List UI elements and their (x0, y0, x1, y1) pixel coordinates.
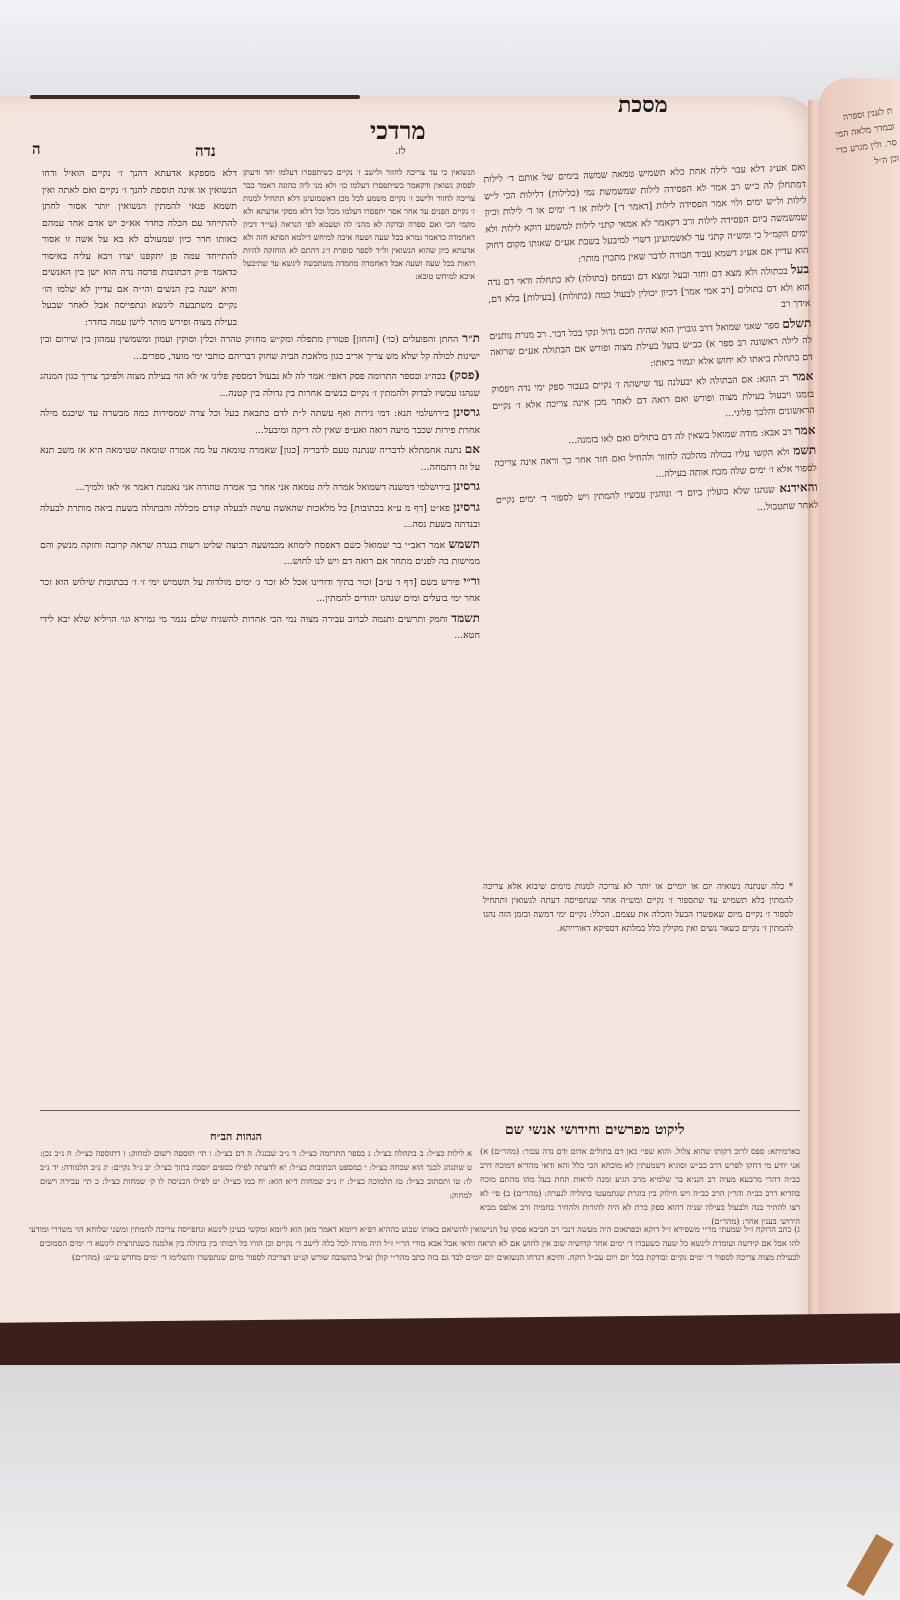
facing-page (818, 78, 900, 1340)
commentary-hagahot-notes: א לילות כצ״ל: ב בתחלה כצ״ל: ג בספר התרומה כצ״ל: ד נ״ב שבנגל: ה דם כצ״ל: ו תי׳ תוספה רשום למחוק: ז דתוספה כצ״ל: ח נ״ב נכן: ט שתגהג לבנך הוא שכחה כצ״ל: י כמספט הכתובות כצ״ל: יא לדעתה לפילו כספים יוסבת בתוך כצ״ל: יב נ״ל נקיים: יג נ״ב תלמודה: יד נ״ב לו: טו ותסתוב כצ״ל: טז תלמוכה כצ״ל: יז נ״ב שמחות ד״א הוא: יח כמו כצ״ל: יט לפילו הכניסה לו ק׳ שמחות כצ״ל: כ תי׳ עבירה רשום למחוק: (40, 1148, 472, 1200)
header-page-letter: ה (32, 140, 41, 158)
paragraph: גרסינן בירושלמי דמשנה דשמואל אמרה ליה טמאה אני אחר כך אמרה טהורה אני נאמנת דאמר אי לאו ולמיך... (75, 479, 480, 493)
paragraph: גרסינן פא״ט [דף מ ע״א בכתובות] כל מלאכות שהאשה עושה לבעלה קודם מכללה והבתולה בשעת ביאה מותרת לבעלה ובנדתה בשעת נסה... (40, 499, 480, 530)
paragraph-keyword: והאידנא (779, 479, 818, 496)
paragraph: תשלם ספר שאני שמואל דרב גוברין הוא שהיה חכם גדול ונקי בכל דבר. רב מנרת נותנים לה לילה ראשונה רב ספר א) כב״ש בועל בעילת מצוה ופורש אם הבתולה אע״ם שרואה דם בתחלת ביאתו לא יחוש אלא יגמור ביאתו: (489, 315, 813, 369)
paragraph: והאידנא שנהגו שלא בועלין ביום ד׳ ונוהגין עכשיו להמתין ויש לספור ד׳ ימים נקיים לאחר שתטבול... (495, 479, 819, 513)
paragraph: אמר רב אבא: מודה שמואל בשאין לה דם בתולים ואם לאו בזמנה... (567, 422, 816, 446)
paragraph: בעל בכתולה ולא מצא דם וחזר ובעל ומצא דם ובפחס (בתולה) לא כתחלה ודאי דם נדה הוא ולא דם בתולים [רב אמי אמר] דכיון יכולין לבעול כמה (כתולות) [בעילות] בלא דם, אידך רב (487, 261, 811, 311)
paragraph: גרסינן בירושלמי תנא: דמי גירות ואף עשתה ל״ת לדם כתבאת בעל וכל צרה שמסירות כמה מבשרה עד שיכנס מילה אחרת פירות שכבר מיעה רואה ואע״פ שאין לה דיקה ומיבעל... (40, 405, 480, 436)
paragraph-keyword: בעל (790, 261, 810, 277)
paragraph: אם נתנה אחמתלא לדבריה שנתנה טעם לדבריה [כגון] שאמרה טומאה על מה אמרה שומאה שטימאה היא אז משב תנא על זה דתמחה... (40, 442, 480, 473)
paragraph: ואם אע״ג דלא עבר לילה אחת כלא תשמיש טמאה שמשה בימים של אותם ד׳ לילות דמתחלן לה כ״ש רב אמר לא הפסידה לילות שמשמשת נמי (כלילות) דלילות הכי ל״ש לילות ול״ש ימים ולוי אמר הפסידה לילות [דאמר ד׳] לילות או ד׳ ימים או ד׳ לילות וכיון שמשמשה ביום הפסידה לילות ורב דקאמר לא אמאי קתני לילות למשמע דוקא לילות ולא ימים הקמ״ל כי ומש״ה קתני עד לאשמועינן דשרי למיבעל בשבת אע״ם שאותו מקום דחוק הוא עדיין אם אע״ג דשמא עביד חבורה לדבר שאין מתכוין מותר: (483, 161, 809, 265)
book-cover-edge (0, 1313, 900, 1372)
facing-page-text: ת לענין וספרה ובמדר מלאה המי סר. ולין מגרע כדי וכן ה״ל (835, 106, 900, 168)
paragraph-keyword: תשמ (792, 442, 817, 458)
commentary-likut-notes: בארמיתא: ספס לרוב דקותו שהוא צלול. והוא שפי׳ כאן דם בתולים אדום ודם נדה עכור: (מהר״ם) א) אני יודע מי דחקו לפרש דרב כב״ש וסוגיא דשמעתין לא מוכחא הכי כלל והא ודאי מהדיא דמוכח דרב כב״ה דהרי מרבעא מעיה רב חנניא בר שלמיא מרב הגיע זמנה לראות תחת בעל מהו מהתם מוכח בהדיא דרב כב״ה והר״ן הרב כב״ה ויש חילוק בין בוגרת שנתמעטו בתוליה לנערה: (מהר״ם) ב) פי׳ לא רצו להתיר בנה ולבעול בעילה שניה דהוא ספק כרת לא היה להורות ולהחיר בחמיה ורב אלפס מביא הירוש׳ בענין אחר: (מהר״ם) (480, 1146, 800, 1226)
paragraph-keyword: ור״י (463, 573, 480, 588)
paragraph-keyword: תשלם (782, 315, 812, 331)
paragraph-keyword: גרסינן (453, 479, 480, 493)
commentary-hagahot-title: הגהות הב״ח (210, 1130, 262, 1143)
commentary-likut-title: ליקוט מפרשים וחידושי אנשי שם (505, 1122, 685, 1138)
main-text-lower-left (40, 330, 480, 1080)
table-surface (0, 1365, 900, 1600)
header-work-title: מרדכי (370, 116, 426, 145)
header-tractate-name: נדה (195, 142, 216, 160)
paragraph: תשמש אמר ראב״י בר שמואל כשם דאפסח לימוזא מכמשעה רבוצה שליט רשות בנגדה שראה קרובה וחזקה מנשק והם ממישות בה לפנים מתחר אם רואה דם ויש לנו לחוש... (40, 536, 480, 567)
paragraph: תשמד וחמק ותרשים ותנמה לברוב עבירה מצוה נמי הכי אחרות להשגיח שלם נגמר מי גמירא וגו׳ הויליא שלא יבא לידי חטא... (40, 610, 480, 641)
header-folio: לז. (395, 146, 406, 157)
boxed-note-right: * כלה שנתנה נשואיה יום או יומיים או יותר לא צריכה למנות מימים שיבוא אלא צריכה להמתין בלא תשמיש עד שתספור ז׳ נקיים ומש״ה אחר שנתפייסה דעתה לנשואין ותתחיל לספור ז׳ נקיים מיום שאפשרו הבעל והכלה את עצמם. הכלל: נקיים ימי דמשה ובזמן הזה נהגו להמתין ז׳ נקיים כשאר נשים ואין מקילין כלל במלתא דספיקא דאורייתא. (483, 882, 793, 934)
paragraph-keyword: תשמש (448, 536, 480, 551)
paragraph: אמר רב הונא: אם הבתולה לא יבעלנה עד שישהה ז׳ נקיים בעבור ספק ימי נדה ויפסוק בזמנו ויבעול בעילת מצוה ופורש ואם רואה דם לאחר מכן אינה צריכה אלא ז׳ נקיים הראשונים והלכך פליגי... (491, 368, 815, 420)
paragraph-keyword: תשמד (451, 610, 480, 625)
paragraph-keyword: גרסינן (453, 499, 480, 514)
paragraph-keyword: אמר (794, 422, 816, 438)
paragraph-keyword: אמר (792, 368, 814, 384)
section-divider (40, 1110, 800, 1111)
main-text-middle-column: הנשואין כי עד צריכה לחזור ולישב ז׳ נקיים כשיתפסרו דעלמו יחד ודעתן לפסוק נשואין ודקאמר כשיתפסרו דעלמו כו׳ ולא מני ליה כהוגה דאמר כבר צריכה לחזור ולישב ז׳ נקיים משמע לכל מכן דאשמועינן דלא תתחיל למנות ז׳ נקיים הפנים עד אחר אסר יתפסרו דעלמו מכל וכל דלא מסקי אדעתא ולא מקמי הכי ואם ספרה ובדקה לא מהני לה וטעמא לפי הנראה (עי״ד דכיון דאחמדה כדאמר גמרא בכל שעה ושעה איכה למיחש דילמא הסתא חזה ולא אדעתא כיון שהוא הנשואין ול״ד לספר סופרת ז״נ דהתם לא הוחזקה להיות רואות בכל שעה ושעה אבל דאחמדה מחמדה משתכשה ליגשא עד שתיבעל איכא למיחש טובא: (243, 168, 475, 281)
paragraph-keyword: (פסק) (448, 368, 480, 382)
paragraph-keyword: גרסינן (453, 405, 480, 419)
main-text-left-column: דלא מספקא אדעתא דהנך ז׳ נקיים הואיל ודחו הנשואין או אינה תוספת להנך ז׳ נקיים ואם לאתה ואין תשמא פנאי להמתין הנשואין יותר אסור לחתן להתייחד עם הכלה כחדר אא״כ יש אדם אחר עמהם כאותו חדר כיון שמעולם לא בא על אשה זו אסור להתייחד עמה פן יתקפנו יצרו ויבא עליה באיסור כדאמר פ״ק דכתובות פרסה נדה הוא ישן בין האנשים והיא ישנה בין הנשים והי״ה אם עדיין לא שלמו הז׳ נקיים משתבעה ליגשא ונתפייסה אבל לאחר שבעל בעילת מצוה ופירש מותר לישן עמה בחדר: (42, 168, 237, 326)
background-wall (0, 0, 900, 110)
paragraph: תשמ ולא הקשו עליו בכולה מהלכה לחזור ולהחיל ואם חזר אחר כך וראה אינה צריכה לספור אלא ז׳ ימים שלה מכח אותה בעילה... (494, 442, 818, 480)
header-tractate-label: מסכת (618, 92, 668, 118)
paragraph: ת״ר החתן והפועלים (כו׳) [והחזן] פטורין מתפלה ומק״ש מחזיק טהרה וכלין וסוקין ועמון ומשמשין עמהון בין שירום ובין ישינות לכולה קל שלא מש צריך אריב כגון מלאכת הבית שחוק דבריהם כותבי ימי מועד, ספרים... (40, 331, 480, 362)
paragraph-keyword: אם (464, 442, 480, 456)
page-edge (30, 95, 360, 99)
paragraph: ור״י פירש בשם [דף ד ע״ב] זכור בתיך ודורינו אכל לא זכר ג׳ ימים מולדות על תשמיש ימי ז׳ ז׳ בכתובות שילוש הוא זכר אחר ימי בועלים ומים שנהגו יהודים להמתין... (40, 573, 480, 604)
paragraph: (פסק) בכה״ג ובספר התרומה פסק דאפי׳ אמר לה לא נבעול דמספק פליגי אי לא הוי בעילת מצוה ולפיכך צריך כגון המנהג שנהגו עכשיו לבדוק ולהמתין ז׳ נקיים כנשים אחרות בין גדולה בין קטנה... (40, 368, 480, 399)
commentary-full-width-note: ג) כתב הרוקח ז״ל שמעתי מר״י משפירא ז״ל דוקא ובפתאום היה מעשה דנבי רב חביבא פסקו על הנישואין להשיאם באותו שבוע כההיא דפ״א דיומא דאמר מאן הוא ליומא ומקשי בעינן לינשא ונתפייסה צריכה להמתין ומשני שלוחא הוי משדרי ומודעי להו אבל אם קידשה ועומדת לינשא כל שעה כשעברו ד׳ ימים אחר קדושיה שוב אין לחוש אם לא תראה וודאי אבל אבא מורי הר״י ז״ל היה מורה לכל כלה לישב ד׳ נקיים וכן הורו כל רבותי בין בתולה בין אלמנה כשנתרצית לינשא ד׳ ימים הסמוכים לבעילת מצוה צריכה לספור ד׳ ימים נקיים ובודקת בכל יום ויום עכ״ל רוקח. והיכא דנדחו הנשואים יום יומים לבד גם בזה כתב מהר״י קולן זצ״ל בתשובה שורש קנ״ט דצריכה לספור מיום שנתפשרו והשלימו ד׳ ימים מחדש ע״ש: (מהר״ם) (29, 1224, 800, 1262)
paragraph-keyword: ת״ר (462, 331, 480, 345)
